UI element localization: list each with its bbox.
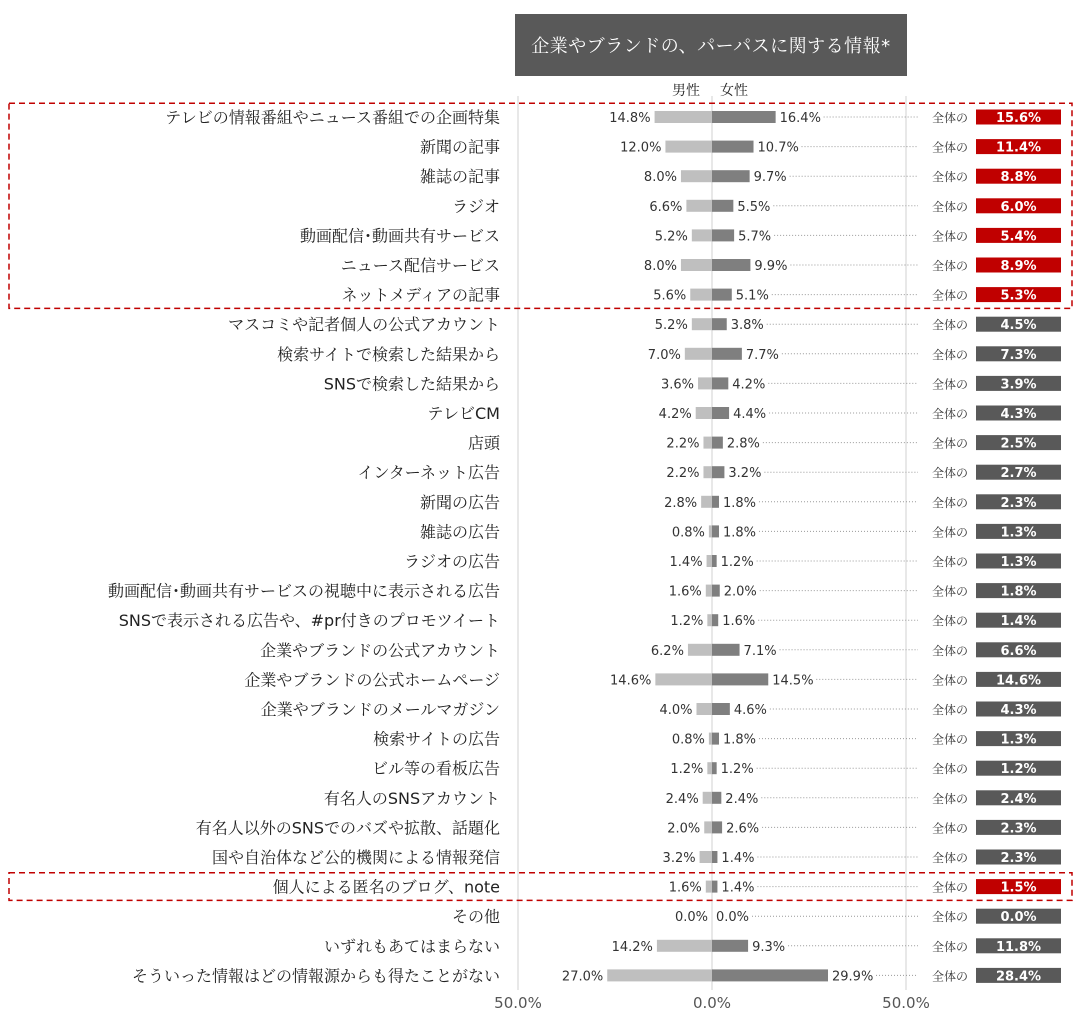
female-value-label: 3.2% [728,466,762,482]
total-prefix: 全体の [931,318,968,333]
category-label: SNSで検索した結果から [323,374,500,394]
total-prefix: 全体の [931,170,968,185]
category-label: 新聞の広告 [419,492,500,512]
male-value-label: 1.2% [670,762,704,778]
female-value-label: 2.4% [725,791,759,807]
total-value-label: 5.3% [1000,288,1037,304]
total-value-label: 6.0% [1000,199,1037,215]
bar-female [712,289,732,301]
total-prefix: 全体の [931,407,968,421]
category-label: ラジオ [451,196,500,216]
total-prefix: 全体の [931,466,968,481]
category-label: 企業やブランドの公式ホームページ [244,670,500,690]
bar-female [712,585,720,597]
category-label: ネットメディアの記事 [341,285,500,305]
category-label: 雑誌の広告 [419,522,500,542]
total-prefix: 全体の [931,199,968,214]
bar-male [681,170,712,182]
female-value-label: 5.5% [737,199,771,215]
bar-female [712,821,722,833]
bar-male [700,851,712,863]
total-value-label: 4.5% [1000,318,1037,334]
total-prefix: 全体の [931,111,968,125]
highlight-frame [9,873,1072,901]
female-value-label: 1.2% [720,555,754,570]
total-value-label: 4.3% [1000,703,1037,718]
female-value-label: 1.8% [722,525,757,541]
male-value-label: 6.6% [649,199,683,215]
category-label: 店頭 [467,433,500,453]
bar-male [685,348,712,360]
female-value-label: 1.4% [721,851,755,866]
total-value-label: 11.8% [995,939,1042,955]
male-value-label: 2.0% [667,821,701,837]
category-label: 個人による匿名のブログ、note [272,877,500,897]
male-value-label: 6.2% [650,643,684,659]
total-value-label: 1.3% [1000,555,1037,570]
category-label: マスコミや記者個人の公式アカウント [228,315,500,335]
female-value-label: 1.8% [722,732,757,748]
male-value-label: 5.2% [654,318,688,334]
female-value-label: 1.6% [722,614,756,630]
category-label: いずれもあてはまらない [323,936,500,956]
bar-female [712,733,719,745]
category-label: SNSで表示される広告や、#pr付きのプロモツイート [118,611,500,631]
total-value-label: 3.9% [1000,377,1037,393]
total-value-label: 1.8% [1000,584,1037,600]
female-value-label: 9.3% [752,939,786,955]
total-prefix: 全体の [931,140,968,155]
axis-tick-label: 50.0% [494,994,542,1012]
bar-female [712,170,750,182]
bar-male [686,200,712,212]
total-value-label: 14.6% [995,673,1042,689]
bar-male [655,673,712,685]
category-label: 検索サイトで検索した結果から [277,344,500,364]
total-value-label: 8.8% [1000,170,1037,186]
bar-female [712,318,727,330]
bar-male [692,229,712,241]
total-prefix: 全体の [931,703,968,717]
male-value-label: 3.6% [661,377,695,393]
bar-male [657,940,712,952]
total-value-label: 7.3% [1000,347,1037,363]
total-value-label: 15.6% [995,111,1042,126]
male-value-label: 14.8% [609,111,651,126]
bar-female [712,496,719,508]
female-value-label: 3.8% [730,318,764,334]
female-value-label: 5.7% [738,229,772,245]
category-label: 検索サイトの広告 [373,729,500,749]
male-value-label: 27.0% [561,969,604,985]
bar-male [692,318,712,330]
female-value-label: 4.2% [732,377,766,393]
bar-female [712,940,748,952]
total-prefix: 全体の [931,791,968,806]
bar-male [698,377,712,389]
total-prefix: 全体の [931,259,968,273]
bar-male [703,466,712,478]
bar-female [712,259,750,271]
bar-male [688,644,712,656]
total-value-label: 8.9% [1000,259,1037,274]
bar-female [712,141,754,153]
bar-female [712,200,733,212]
total-prefix: 全体の [931,229,968,244]
bar-female [712,703,730,715]
total-value-label: 28.4% [995,969,1042,985]
bar-male [707,555,712,567]
category-label: 企業やブランドの公式アカウント [260,640,500,660]
bar-male [703,792,712,804]
female-value-label: 9.7% [753,170,787,186]
male-value-label: 1.6% [668,880,702,896]
bar-male [704,821,712,833]
total-prefix: 全体の [931,436,968,451]
female-value-label: 5.1% [735,288,769,304]
bar-female [712,792,721,804]
total-prefix: 全体の [931,614,968,629]
total-prefix: 全体の [931,821,968,836]
female-value-label: 2.6% [726,821,760,837]
total-prefix: 全体の [931,851,968,865]
category-label: 国や自治体など公的機関による情報発信 [211,848,500,867]
male-value-label: 0.8% [671,732,705,748]
bar-male [681,259,712,271]
total-value-label: 2.4% [1000,791,1037,807]
bar-female [712,407,729,419]
chart-title: 企業やブランドの、パーパスに関する情報* [515,14,907,76]
female-value-label: 10.7% [757,140,799,156]
bar-female [712,644,740,656]
female-value-label: 0.0% [716,910,750,926]
total-prefix: 全体の [931,969,968,984]
total-prefix: 全体の [931,555,968,569]
male-value-label: 1.2% [670,614,704,630]
bar-male [709,733,712,745]
female-value-label: 9.9% [754,259,788,274]
bar-female [712,555,717,567]
bar-female [712,466,724,478]
female-value-label: 1.8% [722,495,757,511]
bar-male [607,969,712,981]
female-value-label: 2.8% [726,436,760,452]
total-prefix: 全体の [931,643,968,658]
highlight-frame [9,103,1072,308]
category-label: 有名人のSNSアカウント [323,788,500,808]
bar-male [709,525,712,537]
male-value-label: 8.0% [643,259,677,274]
bar-female [712,762,717,774]
total-value-label: 6.6% [1000,643,1037,659]
bar-male [665,141,712,153]
female-value-label: 1.4% [721,880,755,896]
category-label: テレビCM [427,404,500,423]
female-value-label: 7.7% [745,347,779,363]
legend-male: 男性 [672,83,700,99]
total-prefix: 全体の [931,880,968,895]
total-value-label: 1.3% [1000,732,1037,748]
category-label: ラジオの広告 [403,552,500,571]
bar-male [707,762,712,774]
male-value-label: 4.0% [659,703,693,718]
male-value-label: 3.2% [662,851,696,866]
axis-tick-label: 50.0% [882,994,930,1012]
category-label: 雑誌の記事 [419,167,500,187]
total-value-label: 4.3% [1000,407,1037,422]
male-value-label: 2.8% [664,495,698,511]
female-value-label: 4.4% [733,407,767,422]
total-value-label: 11.4% [995,140,1042,156]
total-value-label: 1.4% [1000,614,1037,630]
total-prefix: 全体の [931,525,968,540]
category-label: そういった情報はどの情報源からも得たことがない [131,966,500,986]
male-value-label: 0.0% [674,910,708,926]
total-value-label: 2.3% [1000,495,1037,511]
total-value-label: 1.5% [1000,880,1037,896]
bar-male [706,881,712,893]
male-value-label: 0.8% [671,525,705,541]
bar-female [712,348,742,360]
bar-male [703,437,712,449]
male-value-label: 7.0% [647,347,681,363]
female-value-label: 7.1% [743,643,777,659]
total-prefix: 全体の [931,673,968,688]
total-prefix: 全体の [931,584,968,599]
male-value-label: 2.4% [665,791,699,807]
female-value-label: 4.6% [733,703,767,718]
total-prefix: 全体の [931,732,968,747]
male-value-label: 2.2% [666,466,700,482]
total-value-label: 1.3% [1000,525,1037,541]
total-value-label: 2.3% [1000,851,1037,866]
total-value-label: 0.0% [1000,910,1037,926]
male-value-label: 1.6% [668,584,702,600]
legend-female: 女性 [720,83,748,99]
total-prefix: 全体の [931,762,968,777]
total-prefix: 全体の [931,288,968,303]
category-label: 新聞の記事 [419,137,500,157]
bar-female [712,111,776,123]
bar-female [712,525,719,537]
bar-female [712,969,828,981]
bar-male [696,703,712,715]
male-value-label: 12.0% [620,140,662,156]
male-value-label: 1.4% [669,555,703,570]
male-value-label: 4.2% [658,407,692,422]
male-value-label: 2.2% [666,436,700,452]
bar-female [712,377,728,389]
category-label: 動画配信･動画共有サービスの視聴中に表示される広告 [107,581,500,601]
bar-male [701,496,712,508]
bar-female [712,673,768,685]
male-value-label: 8.0% [643,170,677,186]
category-label: 有名人以外のSNSでのバズや拡散、話題化 [195,818,500,838]
female-value-label: 29.9% [832,969,874,985]
category-label: 企業やブランドのメールマガジン [260,700,500,719]
category-label: テレビの情報番組やニュース番組での企画特集 [165,108,500,127]
total-value-label: 2.7% [1000,466,1037,482]
total-prefix: 全体の [931,495,968,510]
bar-male [655,111,712,123]
total-prefix: 全体の [931,347,968,362]
male-value-label: 5.6% [653,288,687,304]
category-label: ビル等の看板広告 [371,759,500,779]
female-value-label: 2.0% [723,584,757,600]
total-prefix: 全体の [931,910,968,925]
female-value-label: 16.4% [779,111,821,126]
category-label: ニュース配信サービス [340,256,500,275]
male-value-label: 14.2% [611,939,653,955]
category-label: その他 [451,907,500,927]
bar-male [690,289,712,301]
female-value-label: 1.2% [720,762,754,778]
bar-male [696,407,712,419]
total-prefix: 全体の [931,939,968,954]
bar-female [712,614,718,626]
total-value-label: 2.3% [1000,821,1037,837]
total-value-label: 1.2% [1000,762,1037,778]
bar-male [707,614,712,626]
male-value-label: 5.2% [654,229,688,245]
total-value-label: 2.5% [1000,436,1037,452]
category-label: 動画配信･動画共有サービス [299,226,500,246]
bar-male [706,585,712,597]
category-label: インターネット広告 [357,463,500,483]
female-value-label: 14.5% [772,673,814,689]
male-value-label: 14.6% [610,673,652,689]
bar-female [712,851,717,863]
bar-female [712,229,734,241]
total-prefix: 全体の [931,377,968,392]
total-value-label: 5.4% [1000,229,1037,245]
bar-female [712,437,723,449]
axis-tick-label: 0.0% [692,994,732,1012]
bar-female [712,881,717,893]
